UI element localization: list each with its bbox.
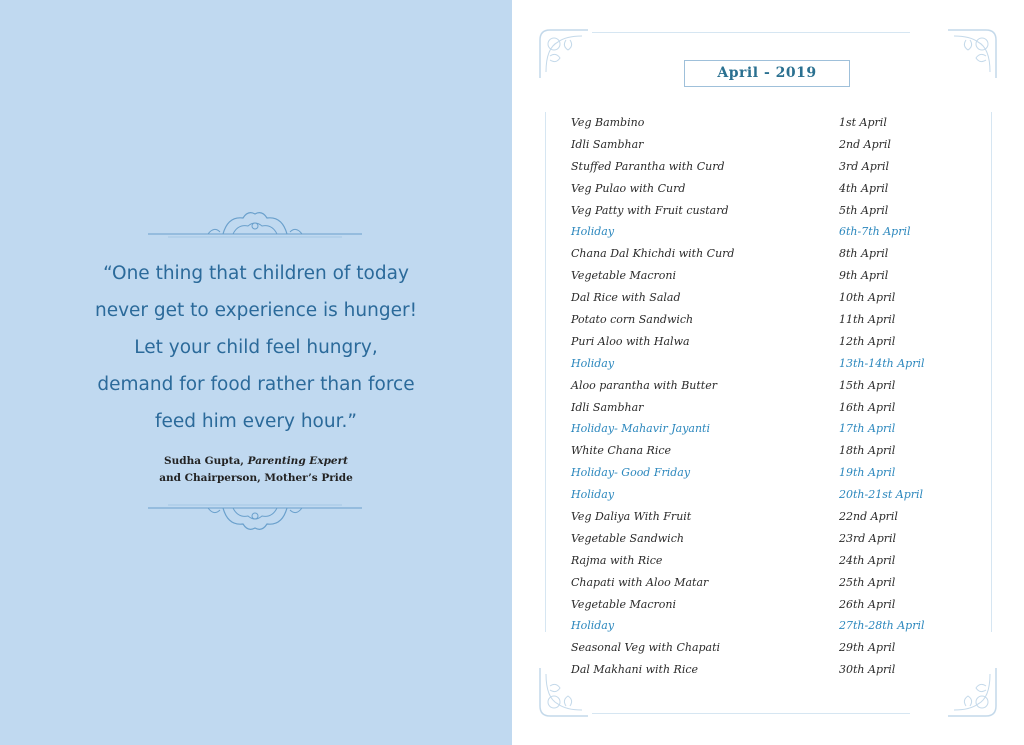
menu-item-dish: Dal Rice with Salad xyxy=(571,291,681,305)
menu-item-date: 3rd April xyxy=(839,159,890,173)
menu-row-holiday xyxy=(571,615,951,637)
menu-row xyxy=(571,659,951,681)
menu-item-dish: Potato corn Sandwich xyxy=(571,313,694,327)
menu-item-dish: Holiday xyxy=(571,225,615,239)
menu-item-dish: Rajma with Rice xyxy=(571,553,663,567)
quote-line: feed him every hour.” xyxy=(155,411,357,432)
author-org: Mother’s Pride xyxy=(264,472,353,484)
menu-item-dish: Vegetable Macroni xyxy=(571,597,677,611)
menu-row-holiday xyxy=(571,221,951,243)
menu-item-dish: Vegetable Macroni xyxy=(571,269,677,283)
menu-row xyxy=(571,594,951,616)
menu-item-dish: Veg Patty with Fruit custard xyxy=(571,203,729,217)
quote-line: “One thing that children of today xyxy=(103,263,409,284)
menu-item-dish: Veg Bambino xyxy=(571,116,645,129)
author-role: Parenting Expert xyxy=(247,455,348,467)
menu-item-dish: Stuffed Parantha with Curd xyxy=(571,159,725,173)
menu-item-date: 17th April xyxy=(839,422,896,436)
menu-item-date: 1st April xyxy=(839,116,887,129)
menu-item-date: 12th April xyxy=(839,334,896,348)
menu-row xyxy=(571,309,951,331)
author-name: Sudha Gupta, xyxy=(164,455,244,467)
menu-item-date: 15th April xyxy=(839,378,896,392)
menu-item-dish: White Chana Rice xyxy=(571,444,672,458)
menu-row xyxy=(571,178,951,200)
corner-ornament-top-left xyxy=(536,26,592,82)
frame-bottom-line xyxy=(592,713,910,714)
menu-item-dish: Holiday- Mahavir Jayanti xyxy=(571,422,710,436)
menu-item-date: 5th April xyxy=(839,203,889,217)
menu-item-date: 16th April xyxy=(839,400,896,414)
menu-row xyxy=(571,265,951,287)
menu-item-dish: Chapati with Aloo Matar xyxy=(571,575,709,589)
menu-item-date: 8th April xyxy=(839,247,889,261)
menu-item-date: 10th April xyxy=(839,291,896,305)
quote-line: never get to experience is hunger! xyxy=(94,300,418,321)
menu-item-date: 27th-28th April xyxy=(839,619,925,633)
menu-item-date: 19th April xyxy=(839,466,896,480)
menu-item-dish: Idli Sambhar xyxy=(571,137,644,151)
ornament-divider-bottom xyxy=(148,500,362,536)
frame-left-line xyxy=(545,112,546,632)
menu-item-dish: Dal Makhani with Rice xyxy=(571,663,699,677)
menu-item-dish: Holiday- Good Friday xyxy=(571,466,691,480)
corner-ornament-top-right xyxy=(944,26,1000,82)
frame-right-line xyxy=(991,112,992,632)
menu-item-dish: Puri Aloo with Halwa xyxy=(571,334,690,348)
menu-row xyxy=(571,550,951,572)
menu-item-dish: Vegetable Sandwich xyxy=(571,531,684,545)
menu-item-dish: Holiday xyxy=(571,356,615,370)
frame-top-line xyxy=(592,32,910,33)
author-line2-prefix: and Chairperson, xyxy=(159,472,261,484)
menu-item-date: 25th April xyxy=(839,575,896,589)
corner-ornament-bottom-right xyxy=(944,664,1000,720)
menu-item-dish: Veg Daliya With Fruit xyxy=(571,510,692,524)
menu-row xyxy=(571,112,951,134)
menu-item-dish: Idli Sambhar xyxy=(571,400,644,414)
menu-row xyxy=(571,243,951,265)
menu-item-dish: Holiday xyxy=(571,619,615,633)
menu-item-date: 6th-7th April xyxy=(839,225,911,239)
menu-row-holiday xyxy=(571,418,951,440)
menu-row-holiday xyxy=(571,462,951,484)
menu-row-holiday xyxy=(571,484,951,506)
menu-item-date: 11th April xyxy=(839,313,896,327)
menu-row xyxy=(571,528,951,550)
menu-item-date: 18th April xyxy=(839,444,896,458)
menu-row xyxy=(571,440,951,462)
menu-item-dish: Aloo parantha with Butter xyxy=(571,378,717,392)
menu-row xyxy=(571,134,951,156)
menu-row xyxy=(571,637,951,659)
menu-item-date: 9th April xyxy=(839,269,889,283)
menu-row xyxy=(571,200,951,222)
menu-item-date: 24th April xyxy=(839,553,896,567)
menu-item-dish: Veg Pulao with Curd xyxy=(571,181,686,195)
menu-item-date: 26th April xyxy=(839,597,896,611)
menu-item-date: 4th April xyxy=(839,181,889,195)
menu-item-date: 2nd April xyxy=(839,137,891,151)
menu-row xyxy=(571,572,951,594)
quote-attribution xyxy=(110,453,402,487)
menu-item-dish: Holiday xyxy=(571,488,615,502)
menu-row xyxy=(571,506,951,528)
quote-line: demand for food rather than force xyxy=(97,374,415,395)
menu-row xyxy=(571,287,951,309)
menu-row-holiday xyxy=(571,353,951,375)
menu-item-date: 30th April xyxy=(839,663,896,677)
menu-item-date: 20th-21st April xyxy=(839,488,924,502)
menu-list xyxy=(571,112,951,681)
menu-item-date: 22nd April xyxy=(839,510,898,524)
menu-row xyxy=(571,375,951,397)
quote-text xyxy=(80,255,432,440)
menu-row xyxy=(571,397,951,419)
attribution-line-1 xyxy=(110,453,402,470)
menu-item-date: 23rd April xyxy=(839,531,897,545)
attribution-line-2 xyxy=(110,470,402,487)
menu-item-date: 29th April xyxy=(839,641,896,655)
menu-item-dish: Seasonal Veg with Chapati xyxy=(571,641,721,655)
menu-item-dish: Chana Dal Khichdi with Curd xyxy=(571,247,735,261)
quote-line: Let your child feel hungry, xyxy=(134,337,378,358)
ornament-divider-top xyxy=(148,206,362,242)
menu-row xyxy=(571,331,951,353)
month-heading: April - 2019 xyxy=(684,60,850,87)
menu-item-date: 13th-14th April xyxy=(839,356,925,370)
menu-row xyxy=(571,156,951,178)
